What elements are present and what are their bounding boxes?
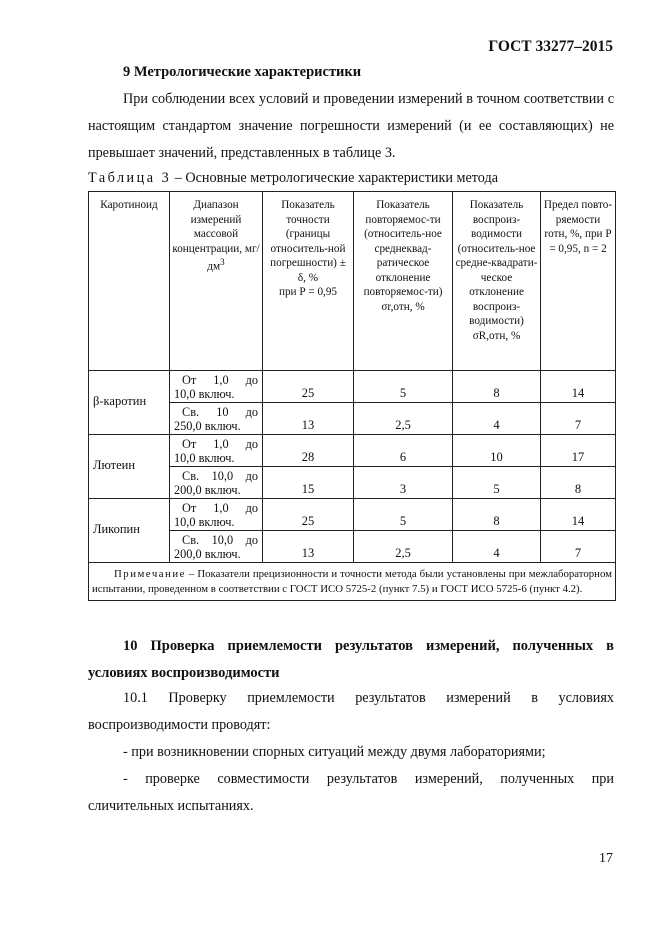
header-repeatability-limit: Предел повто-ряемости rотн, %, при Р = 0,95, n = 2	[541, 192, 616, 371]
limit-value: 7	[541, 403, 616, 435]
accuracy-value: 25	[263, 499, 354, 531]
table-caption-label: Таблица 3	[88, 170, 172, 186]
limit-value: 7	[541, 531, 616, 563]
reproducibility-value: 4	[453, 531, 541, 563]
section-10-title: 10 Проверка приемлемости результатов измерений, полученных в условиях воспроизводимости	[88, 638, 614, 681]
header-accuracy: Показатель точности (границы относитель-ной погрешности) ± δ, % при Р = 0,95	[263, 192, 354, 371]
section-10-1-paragraph: 10.1 Проверку приемлемости результатов измерений в условиях воспроизводимости проводят:	[88, 690, 614, 733]
range-cell: От 1,0 до 10,0 включ.	[170, 371, 263, 403]
accuracy-value: 13	[263, 531, 354, 563]
repeatability-value: 2,5	[354, 403, 453, 435]
table-header-row	[89, 192, 616, 371]
carotenoid-name: Лютеин	[89, 435, 170, 499]
header-range: Диапазон измерений массовой концентрации, $мг/дм^3$	[170, 192, 263, 371]
carotenoid-name: Ликопин	[89, 499, 170, 563]
repeatability-value: 2,5	[354, 531, 453, 563]
table-row	[89, 499, 616, 531]
table-row	[89, 435, 616, 467]
accuracy-value: 28	[263, 435, 354, 467]
limit-value: 14	[541, 371, 616, 403]
document-header-standard: ГОСТ 33277–2015	[488, 38, 613, 55]
list-item: - проверке совместимости результатов измерений, полученных при сличительных испытаниях.	[88, 771, 614, 814]
limit-value: 14	[541, 499, 616, 531]
repeatability-value: 5	[354, 371, 453, 403]
carotenoid-name: β-каротин	[89, 371, 170, 435]
table-note-text: – Показатели прецизионности и точности метода были установлены при межлабораторном испытании, проведенном в соответствии с ГОСТ ИСО 5725-2 (пункт 7.5) и ГОСТ ИСО 5725-6 (пункт 4.2).	[92, 568, 612, 595]
header-reproducibility: Показатель воспроиз-водимости (относитель-ное средне-квадрати-ческое отклонение воспроиз-водимости) σR,отн, %	[453, 192, 541, 371]
reproducibility-value: 8	[453, 371, 541, 403]
accuracy-value: 13	[263, 403, 354, 435]
range-cell: Св. 10,0 до 200,0 включ.	[170, 531, 263, 563]
repeatability-value: 6	[354, 435, 453, 467]
list-item: - при возникновении спорных ситуаций между двумя лабораториями;	[123, 744, 546, 760]
table-caption	[88, 170, 498, 187]
header-carotenoid: Каротиноид	[89, 192, 170, 371]
table-caption-text: – Основные метрологические характеристики метода	[171, 170, 499, 186]
accuracy-value: 15	[263, 467, 354, 499]
metrology-table	[88, 191, 616, 601]
range-cell: От 1,0 до 10,0 включ.	[170, 499, 263, 531]
table-note	[89, 563, 616, 601]
sigma-R-label: σR,отн, %	[472, 329, 521, 342]
range-cell: Св. 10,0 до 200,0 включ.	[170, 467, 263, 499]
section-10-body	[88, 685, 614, 820]
table-note-label: Примечание	[114, 568, 186, 580]
accuracy-value: 25	[263, 371, 354, 403]
range-cell: Св. 10 до 250,0 включ.	[170, 403, 263, 435]
table-note-row	[89, 563, 616, 601]
reproducibility-value: 5	[453, 467, 541, 499]
section-9-title: 9 Метрологические характеристики	[123, 64, 362, 80]
table-row	[89, 371, 616, 403]
repeatability-value: 3	[354, 467, 453, 499]
page-number: 17	[599, 851, 613, 866]
range-cell: От 1,0 до 10,0 включ.	[170, 435, 263, 467]
header-repeatability: Показатель повторяемос-ти (относитель-ное среднеквад-ратическое отклонение повторяемос-ти) σr,отн, %	[354, 192, 453, 371]
limit-value: 8	[541, 467, 616, 499]
limit-value: 17	[541, 435, 616, 467]
reproducibility-value: 4	[453, 403, 541, 435]
repeatability-value: 5	[354, 499, 453, 531]
header-accuracy-condition: при Р = 0,95	[278, 286, 338, 298]
reproducibility-value: 10	[453, 435, 541, 467]
sigma-r-label: σr,отн, %	[381, 300, 425, 313]
section-9-paragraph: При соблюдении всех условий и проведении измерений в точном соответствии с настоящим стандартом значение погрешности измерений (и ее составляющих) не превышает значений, представленных в таблице 3.	[88, 91, 614, 161]
reproducibility-value: 8	[453, 499, 541, 531]
